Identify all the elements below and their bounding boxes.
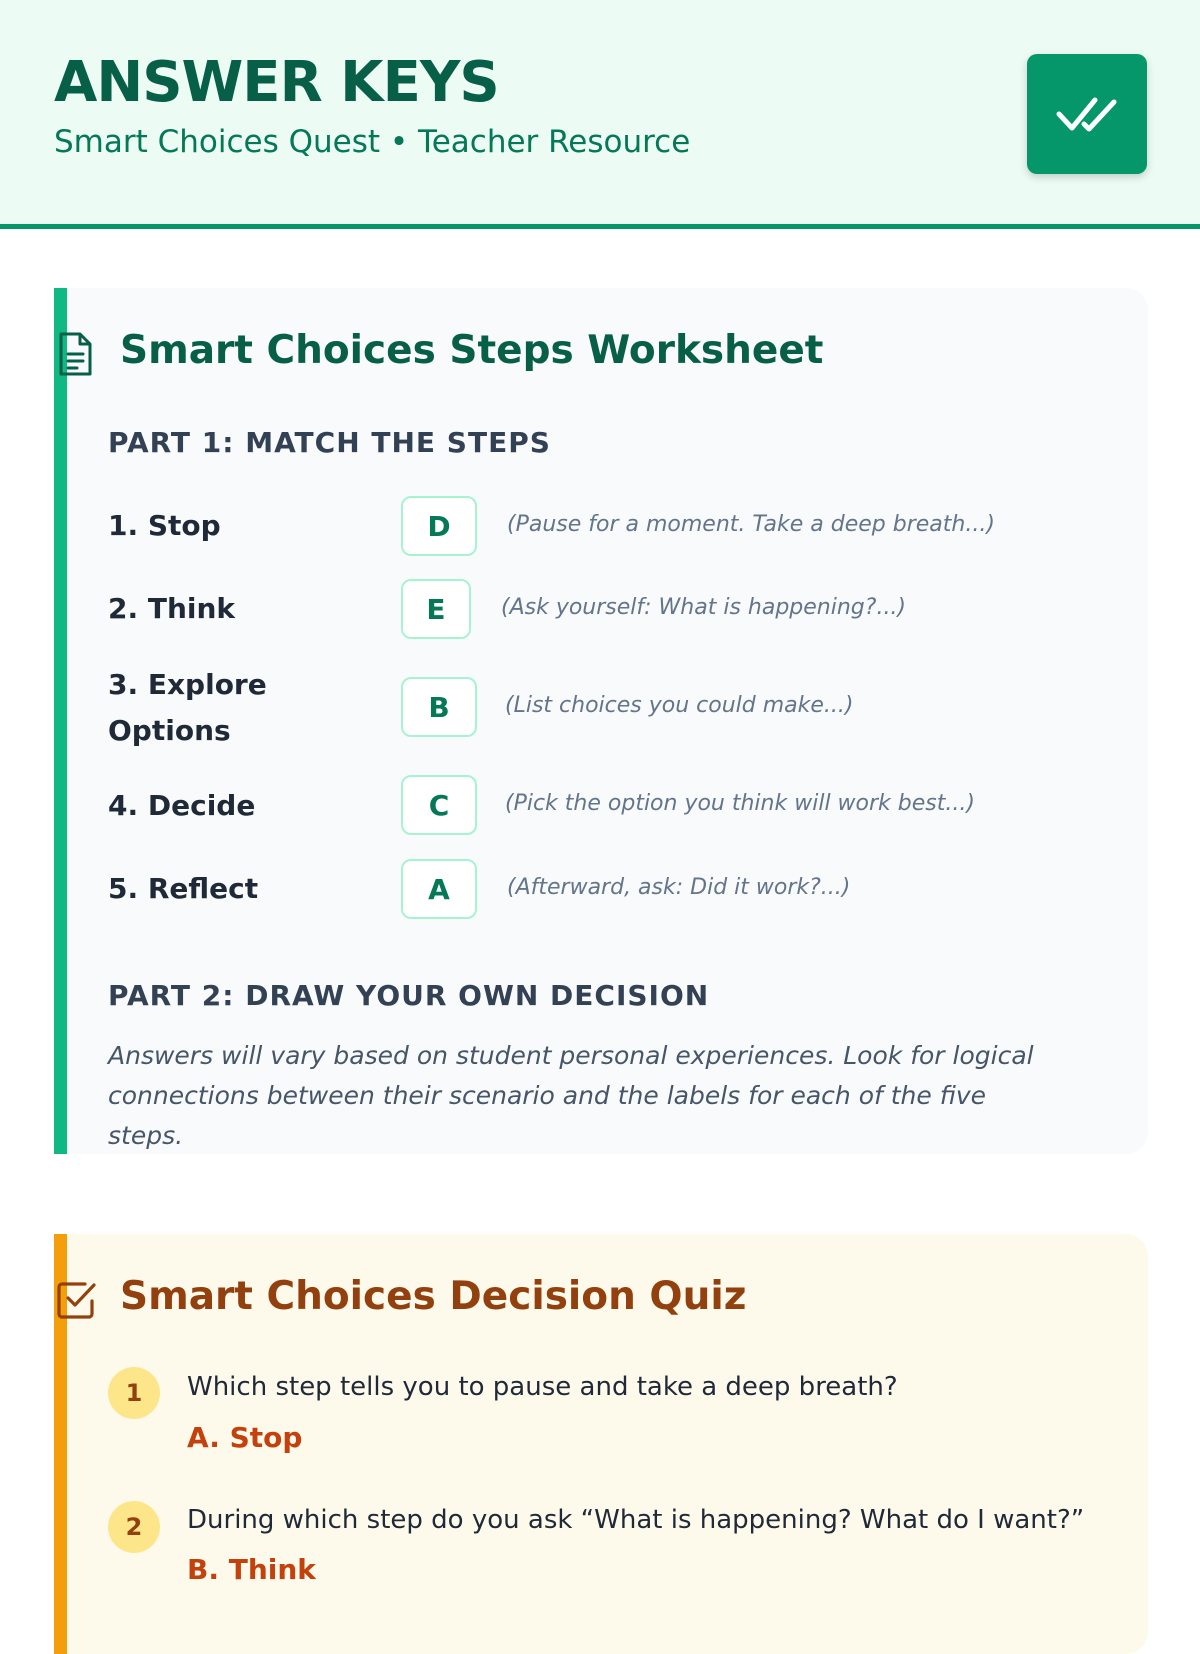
step-hint: (Afterward, ask: Did it work?...) bbox=[507, 875, 851, 900]
part2-answer-text: Answers will vary based on student personal experiences. Look for logical connections between their scenario and the labels for each of the five steps. bbox=[108, 1041, 1034, 1150]
step-answer-box: B bbox=[401, 677, 477, 737]
checkbox-icon bbox=[55, 1279, 97, 1321]
question-answer: A. Stop bbox=[187, 1421, 303, 1454]
page-title: ANSWER KEYS bbox=[54, 50, 499, 115]
step-label: 4. Decide bbox=[108, 789, 256, 822]
step-hint: (Ask yourself: What is happening?...) bbox=[501, 595, 907, 620]
step-answer-box: D bbox=[401, 496, 477, 556]
question-answer: B. Think bbox=[187, 1553, 316, 1586]
quiz-title: Smart Choices Decision Quiz bbox=[120, 1274, 747, 1319]
step-hint: (List choices you could make...) bbox=[505, 693, 854, 718]
question-text: Which step tells you to pause and take a deep breath? bbox=[187, 1372, 898, 1402]
step-answer-box: E bbox=[401, 579, 471, 639]
worksheet-title: Smart Choices Steps Worksheet bbox=[120, 328, 824, 373]
step-answer-box: C bbox=[401, 775, 477, 835]
question-number-badge: 2 bbox=[108, 1501, 160, 1553]
step-answer-box: A bbox=[401, 859, 477, 919]
step-label: 5. Reflect bbox=[108, 872, 259, 905]
page-header bbox=[0, 0, 1200, 229]
step-label: 3. Explore Options bbox=[108, 668, 267, 747]
step-hint: (Pick the option you think will work best...) bbox=[505, 791, 975, 816]
step-label: 1. Stop bbox=[108, 509, 221, 542]
question-number-badge: 1 bbox=[108, 1367, 160, 1419]
page-subtitle: Smart Choices Quest • Teacher Resource bbox=[54, 124, 691, 160]
step-hint: (Pause for a moment. Take a deep breath...) bbox=[507, 512, 995, 537]
question-text: During which step do you ask “What is happening? What do I want?” bbox=[187, 1505, 1085, 1535]
part2-heading: PART 2: DRAW YOUR OWN DECISION bbox=[108, 979, 710, 1012]
part1-heading: PART 1: MATCH THE STEPS bbox=[108, 426, 551, 459]
document-icon bbox=[55, 330, 95, 378]
double-check-icon bbox=[1055, 92, 1119, 136]
step-label: 2. Think bbox=[108, 592, 236, 625]
answer-key-badge bbox=[1027, 54, 1147, 174]
